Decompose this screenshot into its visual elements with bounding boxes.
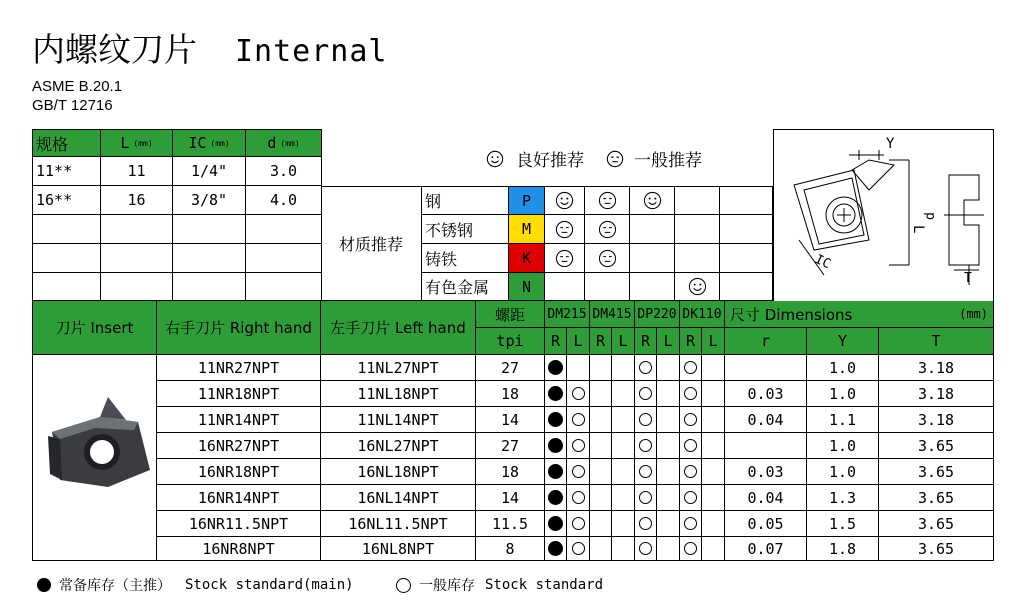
header-dimensions-label: 尺寸 Dimensions [730,305,853,324]
dim-y: 1.3 [807,485,879,511]
material-grade-cell [545,215,585,244]
material-label: 材质推荐 [321,186,422,301]
spec-header-d: d (mm) [246,129,322,157]
grade-r-cell [590,355,612,381]
grade-r-cell [590,459,612,485]
grade-r-cell [680,485,702,511]
grade-l-cell [702,407,725,433]
diagram-label-l: L [910,225,926,234]
grade-l-cell [612,459,635,485]
right-hand-code: 16NR8NPT [157,537,321,561]
header-grade-r: R [590,328,612,355]
header-grade: DK110 [680,301,725,328]
material-name: 钢 [422,186,509,215]
left-hand-code: 11NL14NPT [321,407,476,433]
right-hand-code: 16NR27NPT [157,433,321,459]
stock-standard-icon [684,387,697,400]
spec-empty-cell [101,215,173,244]
spec-table [32,129,322,301]
grade-l-cell [567,433,590,459]
spec-cell-r1-c2: 3/8" [173,186,246,215]
left-hand-code: 16NL14NPT [321,485,476,511]
material-grade-cell [585,215,630,244]
legend-open-en: Stock standard [485,577,604,593]
spec-header-ic: IC (mm) [173,129,246,157]
header-grade-r: R [680,328,702,355]
grade-r-cell [635,511,657,537]
dim-t: 3.65 [879,459,994,485]
spec-cell-r1-c0: 16** [32,186,101,215]
grade-l-cell [612,537,635,561]
grade-l-cell [657,537,680,561]
stock-standard-icon [684,542,697,555]
grade-l-cell [657,511,680,537]
grade-r-cell [680,537,702,561]
main-table [32,301,994,561]
spec-cell-r1-c1: 16 [101,186,173,215]
grade-l-cell [702,355,725,381]
grade-r-cell [680,511,702,537]
standard-gb: GB/T 12716 [32,97,113,114]
dim-r: 0.03 [725,459,807,485]
grade-l-cell [657,459,680,485]
header-r: r [725,328,807,355]
stock-main-icon [548,360,563,375]
stock-standard-icon [572,413,585,426]
dim-t: 3.18 [879,355,994,381]
header-tpi: tpi [476,328,545,355]
left-hand-code: 11NL18NPT [321,381,476,407]
diagram-label-d: d [923,212,938,220]
stock-standard-icon [572,465,585,478]
grade-r-cell [545,381,567,407]
filled-circle-icon [37,578,51,592]
dim-y: 1.0 [807,355,879,381]
right-hand-code: 11NR14NPT [157,407,321,433]
header-y: Y [807,328,879,355]
left-hand-code: 11NL27NPT [321,355,476,381]
grade-r-cell [590,511,612,537]
insert-photo [40,392,158,492]
diagram-label-y: Y [886,136,895,152]
stock-standard-icon [572,491,585,504]
smile-general-icon [598,220,617,239]
stock-main-icon [548,386,563,401]
right-hand-code: 16NR18NPT [157,459,321,485]
spec-header-l: L (mm) [101,129,173,157]
header-left-hand: 左手刀片 Left hand [321,301,476,355]
grade-r-cell [635,381,657,407]
header-grade-l: L [567,328,590,355]
grade-r-cell [635,355,657,381]
grade-r-cell [680,355,702,381]
material-grade-cell [545,244,585,273]
grade-l-cell [567,485,590,511]
insert-diagram [773,129,994,301]
grade-l-cell [612,407,635,433]
grade-r-cell [590,407,612,433]
smile-general-icon [598,191,617,210]
header-grade: DM215 [545,301,590,328]
tpi-value: 27 [476,355,545,381]
grade-l-cell [702,381,725,407]
dim-y: 1.5 [807,511,879,537]
grade-l-cell [702,459,725,485]
grade-l-cell [612,485,635,511]
right-hand-code: 16NR11.5NPT [157,511,321,537]
grade-l-cell [702,511,725,537]
grade-l-cell [657,407,680,433]
stock-standard-icon [639,413,652,426]
smile-general-icon [606,150,624,168]
left-hand-code: 16NL8NPT [321,537,476,561]
header-grade-l: L [702,328,725,355]
material-grade-cell [630,273,675,301]
material-name: 不锈钢 [422,215,509,244]
standard-asme: ASME B.20.1 [32,78,123,95]
grade-r-cell [590,381,612,407]
spec-empty-cell [32,273,101,301]
stock-standard-icon [639,491,652,504]
tpi-value: 11.5 [476,511,545,537]
grade-r-cell [545,433,567,459]
spec-cell-r0-c3: 3.0 [246,157,322,186]
grade-r-cell [545,537,567,561]
page-title [32,28,388,74]
legend-open [396,575,603,595]
left-hand-code: 16NL11.5NPT [321,511,476,537]
header-grade-l: L [612,328,635,355]
grade-l-cell [702,433,725,459]
right-hand-code: 16NR14NPT [157,485,321,511]
spec-cell-r0-c0: 11** [32,157,101,186]
spec-empty-cell [32,215,101,244]
grade-r-cell [545,485,567,511]
material-grade-cell [630,215,675,244]
grade-l-cell [567,537,590,561]
header-grade-r: R [635,328,657,355]
grade-r-cell [635,433,657,459]
stock-standard-icon [684,517,697,530]
dim-r [725,433,807,459]
smile-good-icon [643,191,662,210]
grade-l-cell [702,485,725,511]
material-empty-cell [720,244,773,273]
spec-cell-r0-c1: 11 [101,157,173,186]
spec-header-size: 规格 [32,129,101,157]
right-hand-code: 11NR18NPT [157,381,321,407]
stock-standard-icon [684,361,697,374]
header-grade-l: L [657,328,680,355]
dim-t: 3.65 [879,511,994,537]
spec-empty-cell [246,215,322,244]
spec-empty-cell [246,273,322,301]
grade-r-cell [635,407,657,433]
dim-r: 0.03 [725,381,807,407]
spec-empty-cell [173,244,246,273]
grade-l-cell [612,433,635,459]
material-grade-cell [545,273,585,301]
grade-r-cell [545,355,567,381]
spec-cell-r0-c2: 1/4" [173,157,246,186]
material-code: N [509,273,545,301]
dim-y: 1.0 [807,459,879,485]
material-name: 铸铁 [422,244,509,273]
stock-main-icon [548,541,563,556]
stock-standard-icon [639,517,652,530]
stock-standard-icon [572,517,585,530]
tpi-value: 14 [476,407,545,433]
smile-general-icon [555,249,574,268]
header-pitch: 螺距 [476,301,545,328]
stock-main-icon [548,438,563,453]
left-hand-code: 16NL18NPT [321,459,476,485]
grade-r-cell [545,407,567,433]
stock-main-icon [548,464,563,479]
stock-main-icon [548,516,563,531]
material-code: K [509,244,545,273]
grade-r-cell [635,537,657,561]
dim-t: 3.65 [879,485,994,511]
grade-r-cell [680,407,702,433]
material-grade-cell [675,273,720,301]
dim-t: 3.18 [879,381,994,407]
stock-standard-icon [572,387,585,400]
stock-standard-icon [572,439,585,452]
stock-standard-icon [639,465,652,478]
header-grade: DM415 [590,301,635,328]
tpi-value: 18 [476,381,545,407]
tpi-value: 27 [476,433,545,459]
grade-l-cell [567,459,590,485]
stock-main-icon [548,490,563,505]
spec-empty-cell [173,215,246,244]
grade-l-cell [657,433,680,459]
spec-empty-cell [173,273,246,301]
grade-r-cell [635,459,657,485]
grade-r-cell [545,511,567,537]
dim-t: 3.65 [879,537,994,561]
stock-standard-icon [684,491,697,504]
legend-filled-zh: 常备库存（主推） [59,578,171,594]
stock-standard-icon [572,542,585,555]
dim-r: 0.07 [725,537,807,561]
dim-t: 3.65 [879,433,994,459]
title-en: Internal [235,34,388,69]
grade-r-cell [635,485,657,511]
header-grade-r: R [545,328,567,355]
grade-r-cell [590,433,612,459]
grade-l-cell [612,355,635,381]
recommend-legend [486,146,702,171]
material-code: M [509,215,545,244]
stock-standard-icon [639,361,652,374]
legend-general-label: 一般推荐 [634,151,702,171]
spec-cell-r1-c3: 4.0 [246,186,322,215]
stock-standard-icon [639,439,652,452]
grade-l-cell [657,381,680,407]
stock-standard-icon [639,387,652,400]
material-grade-cell [585,273,630,301]
legend-filled [37,575,354,595]
stock-standard-icon [684,465,697,478]
material-grade-cell [675,186,720,215]
spec-empty-cell [246,244,322,273]
smile-good-icon [688,277,707,296]
material-code: P [509,186,545,215]
dim-r: 0.04 [725,485,807,511]
header-dimensions [725,301,994,328]
grade-l-cell [567,511,590,537]
material-name: 有色金属 [422,273,509,301]
material-grade-cell [585,186,630,215]
dim-y: 1.0 [807,381,879,407]
grade-r-cell [590,537,612,561]
grade-l-cell [567,407,590,433]
material-table [321,186,773,301]
spec-empty-cell [101,244,173,273]
smile-general-icon [598,249,617,268]
material-grade-cell [630,186,675,215]
header-right-hand: 右手刀片 Right hand [157,301,321,355]
open-circle-icon [396,578,411,593]
stock-standard-icon [639,542,652,555]
grade-l-cell [567,355,590,381]
material-empty-cell [720,273,773,301]
grade-r-cell [680,459,702,485]
legend-filled-en: Stock standard(main) [185,577,354,593]
dim-r [725,355,807,381]
grade-l-cell [612,511,635,537]
left-hand-code: 16NL27NPT [321,433,476,459]
grade-r-cell [680,433,702,459]
smile-good-icon [555,191,574,210]
grade-l-cell [657,355,680,381]
insert-drawing-svg [774,130,994,302]
right-hand-code: 11NR27NPT [157,355,321,381]
spec-empty-cell [101,273,173,301]
dim-r: 0.04 [725,407,807,433]
smile-good-icon [486,150,504,168]
legend-good-label: 良好推荐 [516,151,584,171]
dim-y: 1.0 [807,433,879,459]
diagram-label-ic: IC [812,252,833,273]
material-grade-cell [545,186,585,215]
grade-r-cell [545,459,567,485]
title-zh: 内螺纹刀片 [32,30,197,69]
grade-r-cell [680,381,702,407]
dim-y: 1.1 [807,407,879,433]
stock-standard-icon [684,413,697,426]
material-grade-cell [585,244,630,273]
material-grade-cell [630,244,675,273]
spec-empty-cell [32,244,101,273]
header-dimensions-unit: (mm) [959,307,988,321]
dim-r: 0.05 [725,511,807,537]
header-grade: DP220 [635,301,680,328]
grade-l-cell [612,381,635,407]
material-empty-cell [720,215,773,244]
dim-t: 3.18 [879,407,994,433]
grade-r-cell [590,485,612,511]
material-grade-cell [675,215,720,244]
stock-main-icon [548,412,563,427]
tpi-value: 8 [476,537,545,561]
stock-standard-icon [684,439,697,452]
material-grade-cell [675,244,720,273]
legend-open-zh: 一般库存 [419,578,475,594]
dim-y: 1.8 [807,537,879,561]
tpi-value: 14 [476,485,545,511]
header-insert: 刀片 Insert [32,301,157,355]
header-t: T [879,328,994,355]
smile-general-icon [555,220,574,239]
material-empty-cell [720,186,773,215]
diagram-label-t: T [964,271,972,286]
grade-l-cell [567,381,590,407]
grade-l-cell [657,485,680,511]
grade-l-cell [702,537,725,561]
tpi-value: 18 [476,459,545,485]
